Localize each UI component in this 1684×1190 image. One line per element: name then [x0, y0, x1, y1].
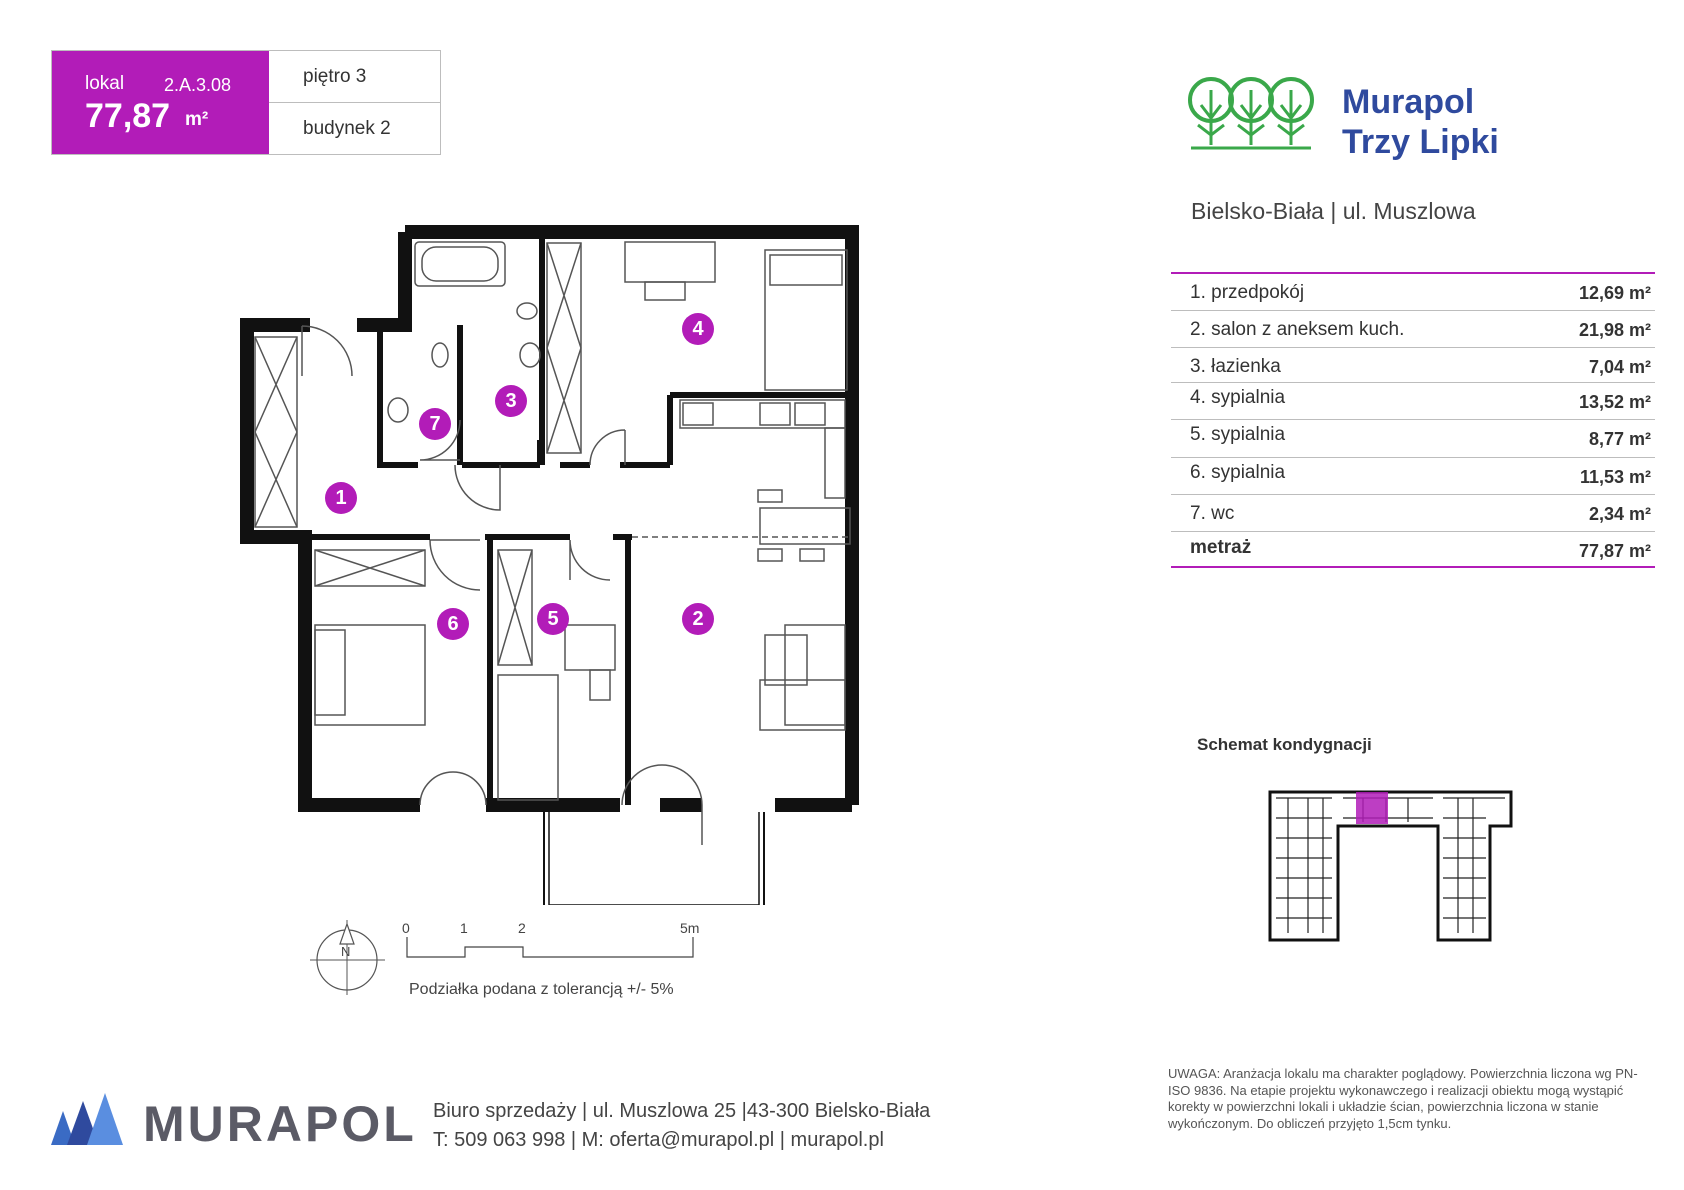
- scale-tick-5: 5m: [680, 920, 700, 936]
- room-row: [1171, 311, 1655, 348]
- room-badge: 6: [437, 608, 469, 640]
- total-label: metraż: [1190, 537, 1252, 558]
- unit-area: 77,87: [85, 97, 171, 135]
- floor-row: [269, 51, 440, 103]
- scale-bar: [405, 935, 695, 960]
- unit-highlight: [1356, 792, 1388, 824]
- room-row: [1171, 348, 1655, 383]
- building-label: budynek 2: [303, 118, 391, 139]
- floor-schematic: [1268, 788, 1513, 943]
- room-badge: 2: [682, 603, 714, 635]
- brand-line-2: Trzy Lipki: [1342, 123, 1499, 161]
- unit-code: 2.A.3.08: [164, 75, 232, 95]
- unit-summary: [52, 51, 269, 154]
- room-row: [1171, 495, 1655, 532]
- disclaimer: UWAGA: Aranżacja lokalu ma charakter poglądowy. Powierzchnia liczona wg PN-ISO 9836. Na etapie projektu wykonawczego i realizacji obiektu mogą wystąpić korekty w powierzchni lokali i układzie ścian, powierzchnia liczona w stanie wykończonym. Do obliczeń przyjęto 1,5cm tynku.: [1168, 1066, 1638, 1131]
- floor-label: piętro 3: [303, 66, 367, 87]
- room-name: 5. sypialnia: [1190, 424, 1286, 445]
- room-name: 1. przedpokój: [1190, 282, 1305, 303]
- room-badge: 7: [419, 408, 451, 440]
- room-name: 4. sypialnia: [1190, 387, 1286, 408]
- room-row: [1171, 420, 1655, 458]
- room-badge: 1: [325, 482, 357, 514]
- murapol-logo-icon: [51, 1093, 123, 1145]
- room-row: [1171, 458, 1655, 495]
- building-row: [269, 103, 440, 154]
- room-name: 2. salon z aneksem kuch.: [1190, 319, 1405, 340]
- footer-logo-text: MURAPOL: [143, 1096, 417, 1152]
- room-area: 8,77 m²: [1588, 429, 1651, 449]
- room-area: 7,04 m²: [1588, 357, 1651, 377]
- scale-tick-2: 2: [518, 920, 526, 936]
- room-name: 3. łazienka: [1190, 356, 1281, 377]
- schematic-title: Schemat kondygnacji: [1197, 735, 1372, 754]
- footer-phone-email: T: 509 063 998 | M: oferta@murapol.pl | murapol.pl: [433, 1129, 884, 1151]
- room-area: 2,34 m²: [1588, 504, 1651, 524]
- room-name: 6. sypialnia: [1190, 462, 1286, 483]
- room-badge: 3: [495, 385, 527, 417]
- total-row: [1171, 532, 1655, 568]
- unit-label: lokal: [85, 73, 125, 94]
- footer-address: Biuro sprzedaży | ul. Muszlowa 25 |43-300 Bielsko-Biała: [433, 1100, 931, 1122]
- compass-north-label: N: [341, 944, 351, 959]
- scale-tick-0: 0: [402, 920, 410, 936]
- brand-location: Bielsko-Biała | ul. Muszlowa: [1191, 198, 1476, 224]
- unit-location: [269, 51, 440, 154]
- three-lindens-logo-icon: [1186, 70, 1316, 160]
- unit-area-unit: m²: [185, 109, 209, 130]
- room-area: 11,53 m²: [1579, 467, 1651, 487]
- scale-note: Podziałka podana z tolerancją +/- 5%: [409, 981, 674, 998]
- room-row: [1171, 383, 1655, 420]
- room-area: 12,69 m²: [1578, 283, 1651, 303]
- room-area: 21,98 m²: [1578, 320, 1651, 340]
- scale-tick-1: 1: [460, 920, 468, 936]
- brand-line-1: Murapol: [1342, 83, 1475, 121]
- room-name: 7. wc: [1190, 503, 1235, 524]
- unit-info-box: [51, 50, 441, 155]
- room-badge: 5: [537, 603, 569, 635]
- room-area: 13,52 m²: [1578, 392, 1651, 412]
- room-row: [1171, 274, 1655, 311]
- room-badge: 4: [682, 313, 714, 345]
- brand-name: [1342, 82, 1499, 162]
- footer-contact: [433, 1097, 930, 1155]
- floor-plan: [240, 225, 870, 905]
- total-area: 77,87 m²: [1578, 541, 1651, 561]
